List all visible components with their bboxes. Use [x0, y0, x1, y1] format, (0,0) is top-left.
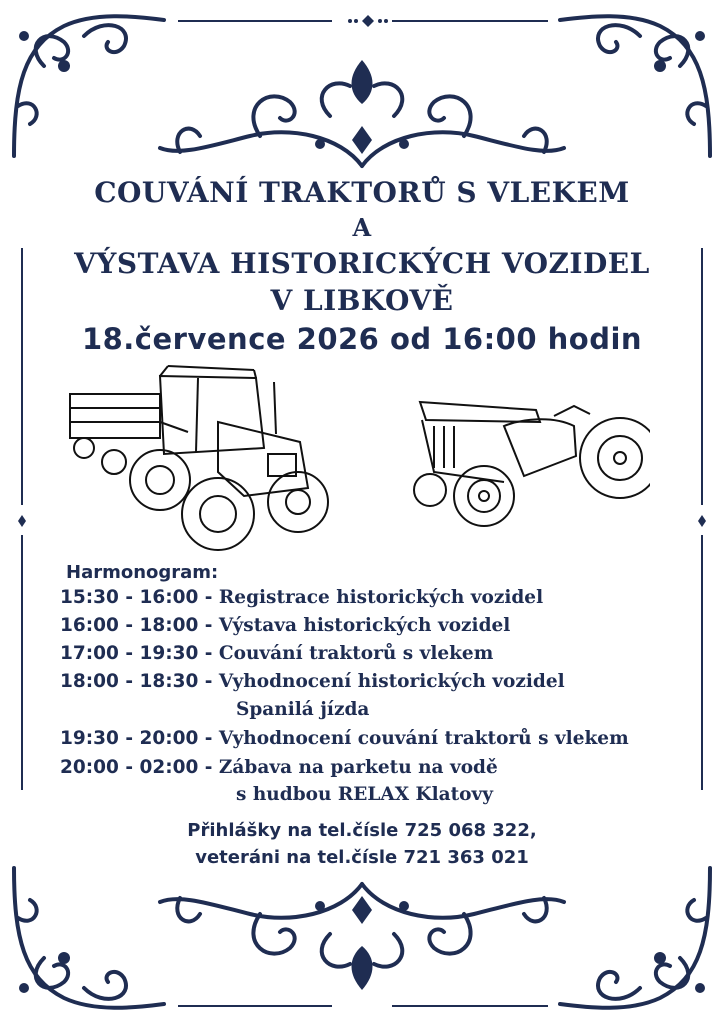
- schedule-row: [60, 757, 498, 778]
- schedule-text: Výstava historických vozidel: [218, 615, 511, 636]
- schedule-text: Couvání traktorů s vlekem: [218, 643, 494, 664]
- schedule-row: [60, 671, 565, 692]
- schedule-time: 18:00 - 18:30 -: [60, 671, 213, 692]
- vintage-tractor-illustration: [404, 396, 650, 536]
- contact-line-2: veteráni na tel.čísle 721 363 021: [195, 847, 529, 868]
- top-flourish-ornament: [140, 56, 584, 176]
- schedule-heading: Harmonogram:: [66, 562, 219, 583]
- schedule-text: Vyhodnocení couvání traktorů s vlekem: [218, 728, 629, 749]
- schedule-time: 15:30 - 16:00 -: [60, 587, 213, 608]
- schedule-row: [60, 643, 493, 664]
- schedule-time: 17:00 - 19:30 -: [60, 643, 213, 664]
- schedule-time: 19:30 - 20:00 -: [60, 728, 213, 749]
- title-line-1: COUVÁNÍ TRAKTORŮ S VLEKEM: [94, 176, 630, 209]
- schedule-continuation: Spanilá jízda: [236, 699, 370, 720]
- schedule-continuation: s hudbou RELAX Klatovy: [236, 784, 493, 805]
- schedule-row: [60, 587, 543, 608]
- schedule-row: [60, 615, 510, 636]
- event-date: 18.července 2026 od 16:00 hodin: [81, 322, 643, 356]
- schedule-time: 16:00 - 18:00 -: [60, 615, 213, 636]
- modern-tractor-illustration: [68, 362, 334, 562]
- bottom-flourish-ornament: [140, 874, 584, 994]
- schedule-text: Zábava na parketu na vodě: [218, 757, 498, 778]
- schedule-text: Vyhodnocení historických vozidel: [218, 671, 565, 692]
- title-line-2: A: [352, 213, 372, 242]
- title-line-4: V LIBKOVĚ: [270, 284, 454, 317]
- schedule-time: 20:00 - 02:00 -: [60, 757, 213, 778]
- contact-line-1: Přihlášky na tel.čísle 725 068 322,: [187, 820, 537, 841]
- schedule-text: Registrace historických vozidel: [218, 587, 544, 608]
- schedule-row: [60, 728, 629, 749]
- title-line-3: VÝSTAVA HISTORICKÝCH VOZIDEL: [74, 247, 650, 280]
